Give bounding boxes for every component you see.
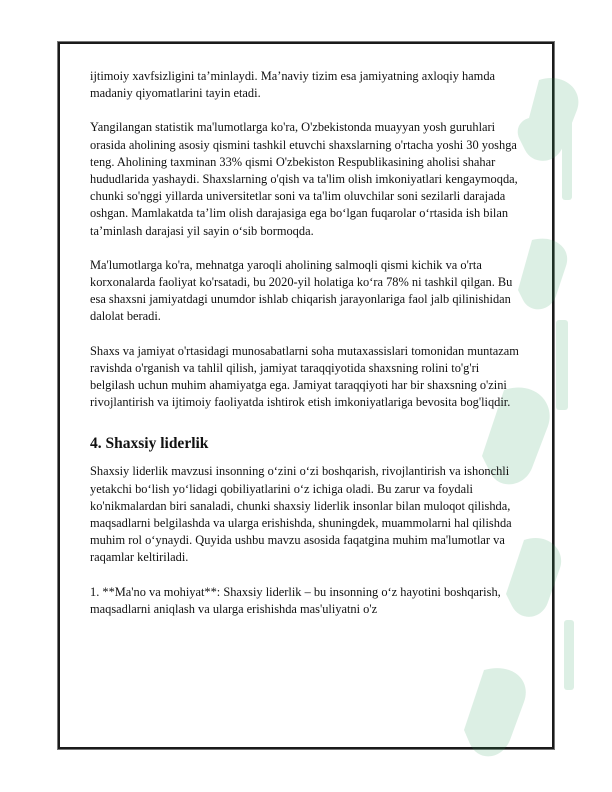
section-heading: 4. Shaxsiy liderlik [90,435,209,453]
document-body [90,68,522,635]
paragraph: ijtimoiy xavfsizligini taʼminlaydi. Maʼnaviy tizim esa jamiyatning axloqiy hamda madaniy qiyomatlarini tayin etadi. [90,69,496,101]
paragraph: Shaxs va jamiyat o'rtasidagi munosabatlarni soha mutaxassislari tomonidan muntazam ravishda o'rganish va tahlil qilish, jamiyat taraqqiyotida shaxsning rolini to'g'ri belgilash uchun muhim ahamiyatga ega. Jamiyat taraqqiyoti har bir shaxsning o'zini rivojlantirish va ijtimoiy faoliyatda ishtirok etish imkoniyatlariga bevosita bog'liqdir. [90,343,519,410]
paragraph: Ma'lumotlarga ko'ra, mehnatga yaroqli aholining salmoqli qismi kichik va o'rta korxonalarda faoliyat ko'rsatadi, bu 2020-yil holatiga ko‘ra 78% ni tashkil qilgan. Bu esa shaxsni jamiyatdagi unumdor ishlab chiqarish jarayonlariga faol jalb qilinishidan dalolat beradi. [90,257,513,324]
paragraph: 1. **Ma'no va mohiyat**: Shaxsiy liderlik – bu insonning o‘z hayotini boshqarish, maqsadlarni aniqlash va ularga erishishda mas'uliyatni o'z [90,584,501,616]
paragraph: Shaxsiy liderlik mavzusi insonning o‘zini o‘zi boshqarish, rivojlantirish va ishonchli yetakchi bo‘lish yo‘lidagi qobiliyatlarini o‘z ichiga oladi. Bu zarur va foydali ko'nikmalardan biri sanaladi, chunki shaxsiy liderlik insonlar bilan muloqot qilishda, maqsadlarni belgilashda va ularga erishishda, shuningdek, muammolarni hal qilishda muhim rol o‘ynaydi. Quyida ushbu mavzu asosida faqatgina muhim ma'lumotlar va raqamlar keltiriladi. [90,464,512,565]
paragraph: Yangilangan statistik ma'lumotlarga ko'ra, O'zbekistonda muayyan yosh guruhlari orasida aholining asosiy qismini tashkil etuvchi shaxslarning o'rtacha yoshi 30 yoshga teng. Aholining taxminan 33% qismi O'zbekiston Respublikasining aholisi shahar hududlarida yashaydi. Shaxslarning o'qish va ta'lim olish imkoniyatlari kengaymoqda, chunki so'nggi yillarda universitetlar soni va ta'lim oluvchilar soni sezilarli darajada oshgan. Mamlakatda ta’lim olish darajasiga ega bo‘lgan fuqarolar o‘rtasida ish bilan taʼminlash darajasi yil sayin o‘sib bormoqda. [90,120,518,238]
